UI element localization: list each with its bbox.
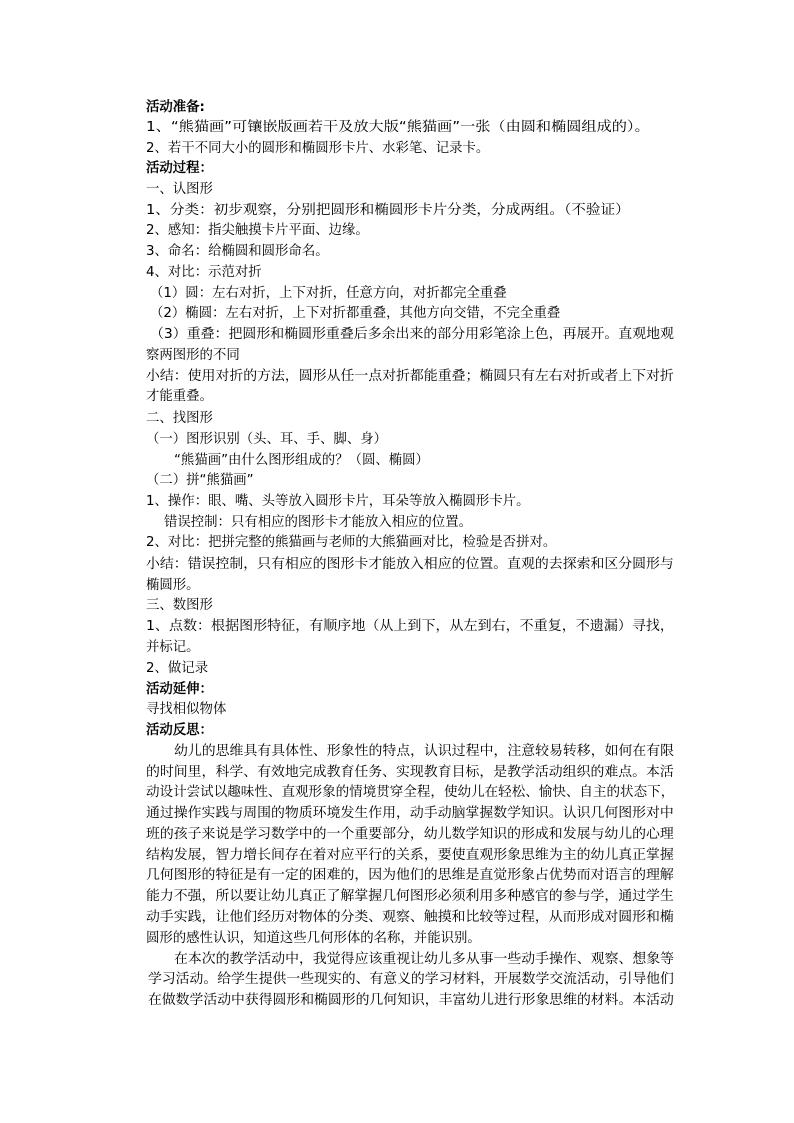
text-line: 才能重叠。 — [146, 389, 213, 404]
section-title: 一、认图形 — [146, 182, 213, 197]
text-line: 2、感知：指尖触摸卡片平面、边缘。 — [146, 223, 369, 238]
paragraph-line: 在本次的教学活动中，我觉得应该重视让幼儿多从事一些动手操作、观察、想象等 — [174, 952, 675, 967]
text-line: 3、命名：给椭圆和圆形命名。 — [146, 244, 329, 259]
text-line: “熊猫画”由什么图形组成的？（圆、椭圆） — [174, 453, 429, 468]
heading-activity-preparation: 活动准备: — [146, 100, 205, 115]
paragraph-line: 幼儿的思维具有具体性、形象性的特点，认识过程中，注意较易转移，如何在有限 — [174, 744, 675, 759]
paragraph-line: 通过操作实践与周围的物质环境发生作用，动手动脑掌握数学知识。认识几何图形对中 — [146, 806, 674, 821]
text-line: 4、对比：示范对折 — [146, 265, 262, 280]
paragraph-line: 在做数学活动中获得圆形和椭圆形的几何知识，丰富幼儿进行形象思维的材料。本活动 — [148, 993, 674, 1008]
text-line: 1、“熊猫画”可镶嵌版画若干及放大版“熊猫画”一张（由圆和椭圆组成的）。 — [146, 120, 650, 135]
heading-activity-reflection: 活动反思： — [146, 723, 213, 738]
paragraph-line: 结构发展，智力增长间存在着对应平行的关系，要使直观形象思维为主的幼儿真正掌握 — [146, 848, 674, 863]
paragraph-line: 几何图形的特征是有一定的困难的，因为他们的思维是直觉形象占优势而对语言的理解 — [146, 868, 674, 883]
paragraph-line: 学习活动。给学生提供一些现实的、有意义的学习材料，开展数学交流活动，引导他们 — [148, 972, 674, 987]
text-line: （2）椭圆：左右对折，上下对折都重叠，其他方向交错，不完全重叠 — [150, 306, 561, 321]
paragraph-line: 的时间里，科学、有效地完成教育任务、实现教育目标，是教学活动组织的难点。本活 — [146, 765, 674, 780]
text-line: 寻找相似物体 — [146, 702, 227, 717]
text-line: 小结：错误控制，只有相应的图形卡才能放入相应的位置。直观的去探索和区分圆形与 — [146, 557, 674, 572]
text-line: （一）图形识别（头、耳、手、脚、身） — [146, 432, 388, 447]
text-line: 1、点数：根据图形特征，有顺序地（从上到下，从左到右，不重复，不遗漏）寻找， — [146, 619, 674, 634]
heading-activity-process: 活动过程： — [146, 161, 213, 176]
text-line: （3）重叠：把圆形和椭圆形重叠后多余出来的部分用彩笔涂上色，再展开。直观地观 — [150, 327, 674, 342]
text-line: 2、若干不同大小的圆形和椭圆形卡片、水彩笔、记录卡。 — [146, 141, 490, 156]
text-line: 小结：使用对折的方法，圆形从任一点对折都能重叠；椭圆只有左右对折或者上下对折 — [146, 369, 674, 384]
text-line: 错误控制：只有相应的图形卡才能放入相应的位置。 — [164, 515, 472, 530]
section-title: 三、数图形 — [146, 598, 213, 613]
text-line: 察两图形的不同 — [146, 348, 240, 363]
text-line: 椭圆形。 — [146, 578, 200, 593]
paragraph-line: 动手实践，让他们经历对物体的分类、观察、触摸和比较等过程，从而形成对圆形和椭 — [146, 910, 674, 925]
text-line: 2、对比：把拼完整的熊猫画与老师的大熊猫画对比，检验是否拼对。 — [146, 535, 557, 550]
heading-activity-extension: 活动延伸： — [146, 682, 213, 697]
section-title: 二、找图形 — [146, 411, 213, 426]
paragraph-line: 班的孩子来说是学习数学中的一个重要部分，幼儿数学知识的形成和发展与幼儿的心理 — [146, 827, 674, 842]
text-line: 1、操作：眼、嘴、头等放入圆形卡片，耳朵等放入椭圆形卡片。 — [146, 494, 530, 509]
text-line: （1）圆：左右对折，上下对折，任意方向，对折都完全重叠 — [150, 286, 507, 301]
paragraph-line: 能力不强，所以要让幼儿真正了解掌握几何图形必须利用多种感官的参与学，通过学生 — [146, 889, 674, 904]
text-line: 1、分类：初步观察，分别把圆形和椭圆形卡片分类，分成两组。（不验证） — [146, 203, 630, 218]
text-line: 2、做记录 — [146, 661, 209, 676]
text-line: （二）拼“熊猫画” — [146, 473, 254, 488]
paragraph-line: 圆形的感性认识，知道这些几何形体的名称，并能识别。 — [146, 931, 481, 946]
text-line: 并标记。 — [146, 640, 200, 655]
paragraph-line: 动设计尝试以趣味性、直观形象的情境贯穿全程，使幼儿在轻松、愉快、自主的状态下， — [146, 785, 675, 800]
